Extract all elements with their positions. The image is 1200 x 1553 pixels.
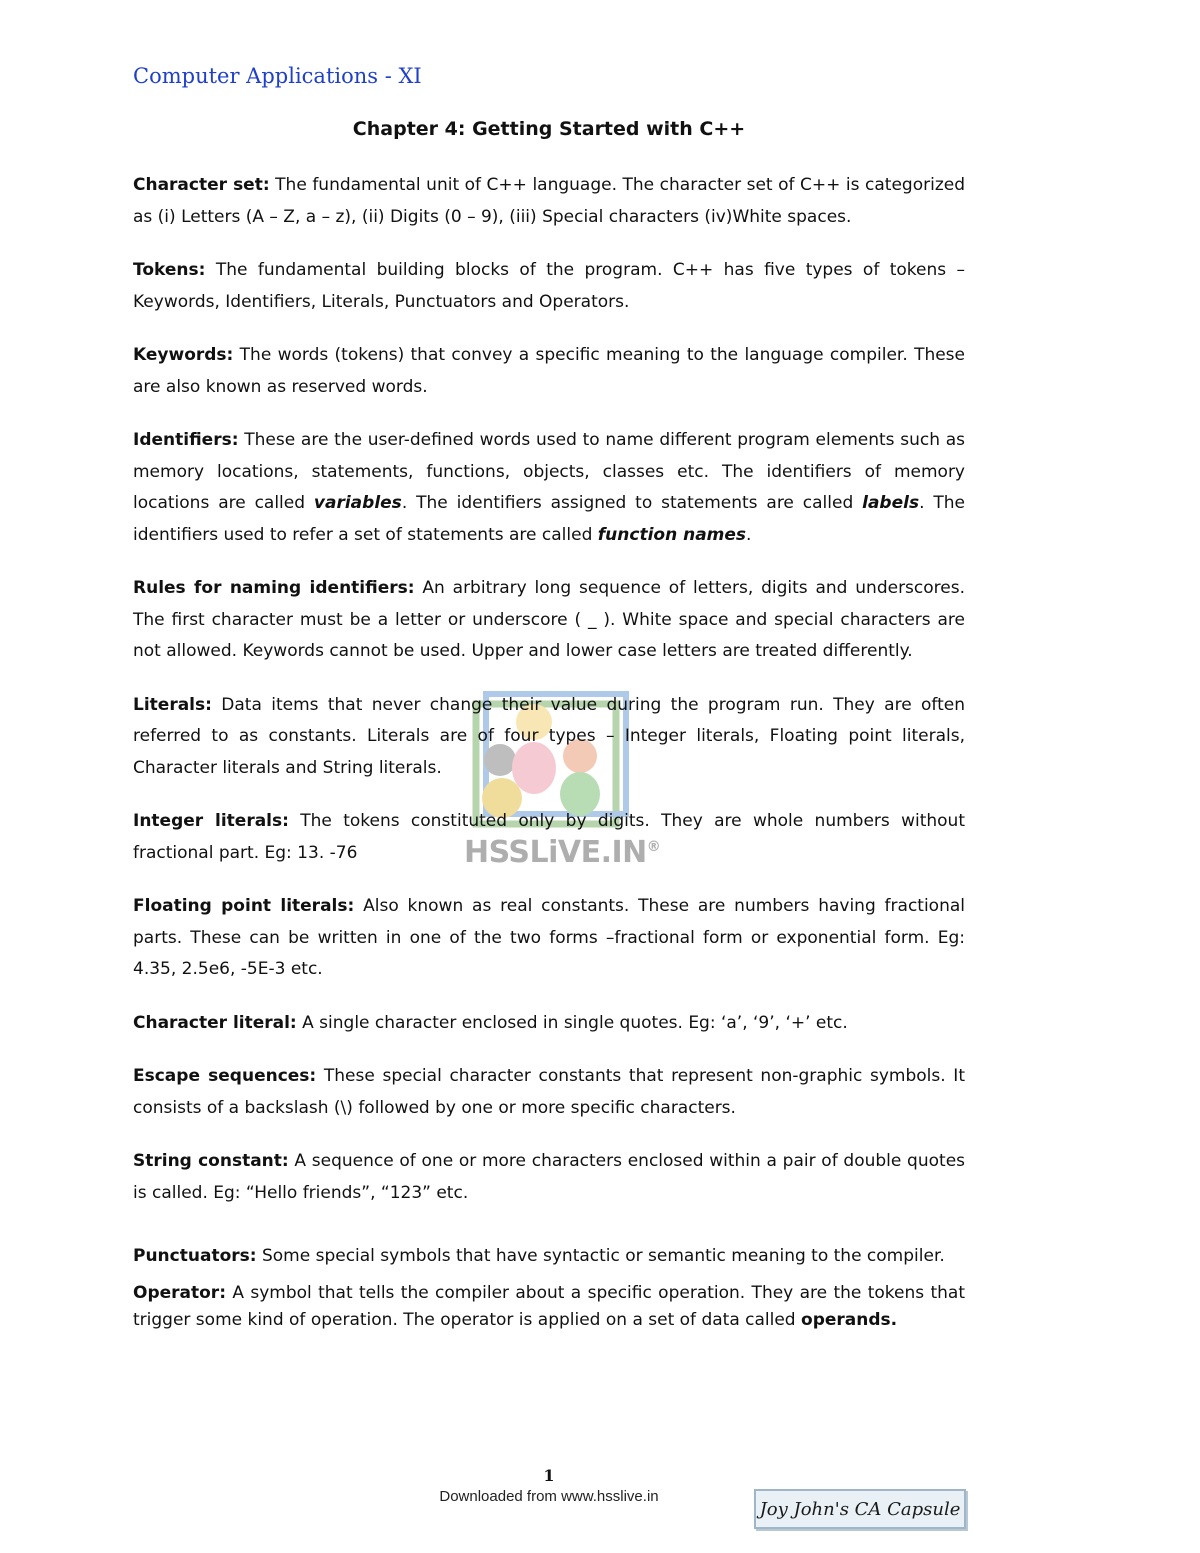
term-label: Literals: xyxy=(133,694,212,715)
term-label: String constant: xyxy=(133,1151,289,1171)
definition-text: . xyxy=(746,524,752,545)
registered-mark: ® xyxy=(646,839,661,855)
term-label: Escape sequences: xyxy=(133,1066,317,1086)
operator-paragraph xyxy=(133,1280,965,1334)
definition-text: Data items that never change their value during the program run. They are often referred to as constants. Literals are of four types – Integer literals, Floating point literals, Character literals and String literals. xyxy=(133,694,965,778)
emphasis-variables: variables xyxy=(313,493,402,513)
naming-rules-paragraph xyxy=(133,573,965,668)
definition-text: These are the user-defined words used to name different program elements such as memory locations, statements, functions, objects, classes etc. The identifiers of memory locations are called xyxy=(133,430,965,513)
identifiers-paragraph xyxy=(133,425,965,551)
punctuators-paragraph xyxy=(133,1243,965,1270)
term-label: Integer literals: xyxy=(133,811,289,831)
definition-text: Also known as real constants. These are numbers having fractional parts. These can be written in one of the two forms –fractional form or exponential form. Eg: 4.35, 2.5e6, -5E-3 etc. xyxy=(133,896,965,979)
definition-text: An arbitrary long sequence of letters, digits and underscores. The first character must be a letter or underscore ( _ ). White space and special characters are not allowed. Keywords cannot be used. Upper and lower case letters are treated differently. xyxy=(133,578,965,661)
literals-paragraph xyxy=(133,690,965,785)
term-label: Character literal: xyxy=(133,1012,297,1033)
definition-text: Some special symbols that have syntactic or semantic meaning to the compiler. xyxy=(256,1246,945,1266)
term-label: Rules for naming identifiers: xyxy=(133,578,415,598)
signature-text: Joy John's CA Capsule xyxy=(759,1498,961,1520)
definition-text: . The identifiers assigned to statements are called xyxy=(401,493,863,513)
definition-text: A symbol that tells the compiler about a specific operation. They are the tokens that trigger some kind of operation. The operator is applied on a set of data called xyxy=(133,1283,965,1330)
tokens-paragraph xyxy=(133,255,965,318)
string-constant-paragraph xyxy=(133,1146,965,1209)
term-label: Operator: xyxy=(133,1283,226,1303)
notes-content xyxy=(133,170,965,1344)
term-label: Floating point literals: xyxy=(133,896,355,916)
term-label: Character set: xyxy=(133,175,270,195)
emphasis-labels: labels xyxy=(862,493,920,513)
character-literal-paragraph xyxy=(133,1008,965,1040)
definition-text: . The identifiers used to refer a set of statements are called xyxy=(133,493,965,545)
chapter-title: Chapter 4: Getting Started with C++ xyxy=(352,118,746,140)
term-label: Tokens: xyxy=(133,260,206,280)
definition-text: The tokens constituted only by digits. They are whole numbers without fractional part. Eg: 13. -76 xyxy=(133,811,965,863)
definition-text: The fundamental unit of C++ language. The character set of C++ is categorized as (i) Letters (A – Z, a – z), (ii) Digits (0 – 9), (iii) Special characters (iv)White spaces. xyxy=(133,175,965,227)
emphasis-operands: operands. xyxy=(801,1310,898,1330)
term-label: Identifiers: xyxy=(133,430,239,450)
definition-text: These special character constants that represent non-graphic symbols. It consists of a backslash (\) followed by one or more specific characters. xyxy=(133,1066,965,1118)
character-set-paragraph xyxy=(133,170,965,233)
author-signature-badge xyxy=(754,1489,966,1529)
floating-literals-paragraph xyxy=(133,891,965,986)
integer-literals-paragraph xyxy=(133,806,965,869)
emphasis-function-names: function names xyxy=(597,524,747,545)
definition-text: The fundamental building blocks of the program. C++ has five types of tokens – Keywords, Identifiers, Literals, Punctuators and Operators. xyxy=(133,260,965,312)
definition-text: A single character enclosed in single quotes. Eg: ‘a’, ‘9’, ‘+’ etc. xyxy=(296,1012,848,1033)
term-label: Keywords: xyxy=(133,345,234,365)
watermark-label: HSSLiVE.IN xyxy=(464,835,647,870)
keywords-paragraph xyxy=(133,340,965,403)
definition-text: The words (tokens) that convey a specific meaning to the language compiler. These are also known as reserved words. xyxy=(133,345,965,397)
page-number: 1 xyxy=(543,1466,555,1485)
definition-text: A sequence of one or more characters enclosed within a pair of double quotes is called. Eg: “Hello friends”, “123” etc. xyxy=(133,1151,966,1203)
term-label: Punctuators: xyxy=(133,1246,257,1266)
course-title: Computer Applications - XI xyxy=(133,64,422,88)
escape-sequences-paragraph xyxy=(133,1061,965,1124)
download-source-text: Downloaded from www.hsslive.in xyxy=(439,1488,659,1505)
